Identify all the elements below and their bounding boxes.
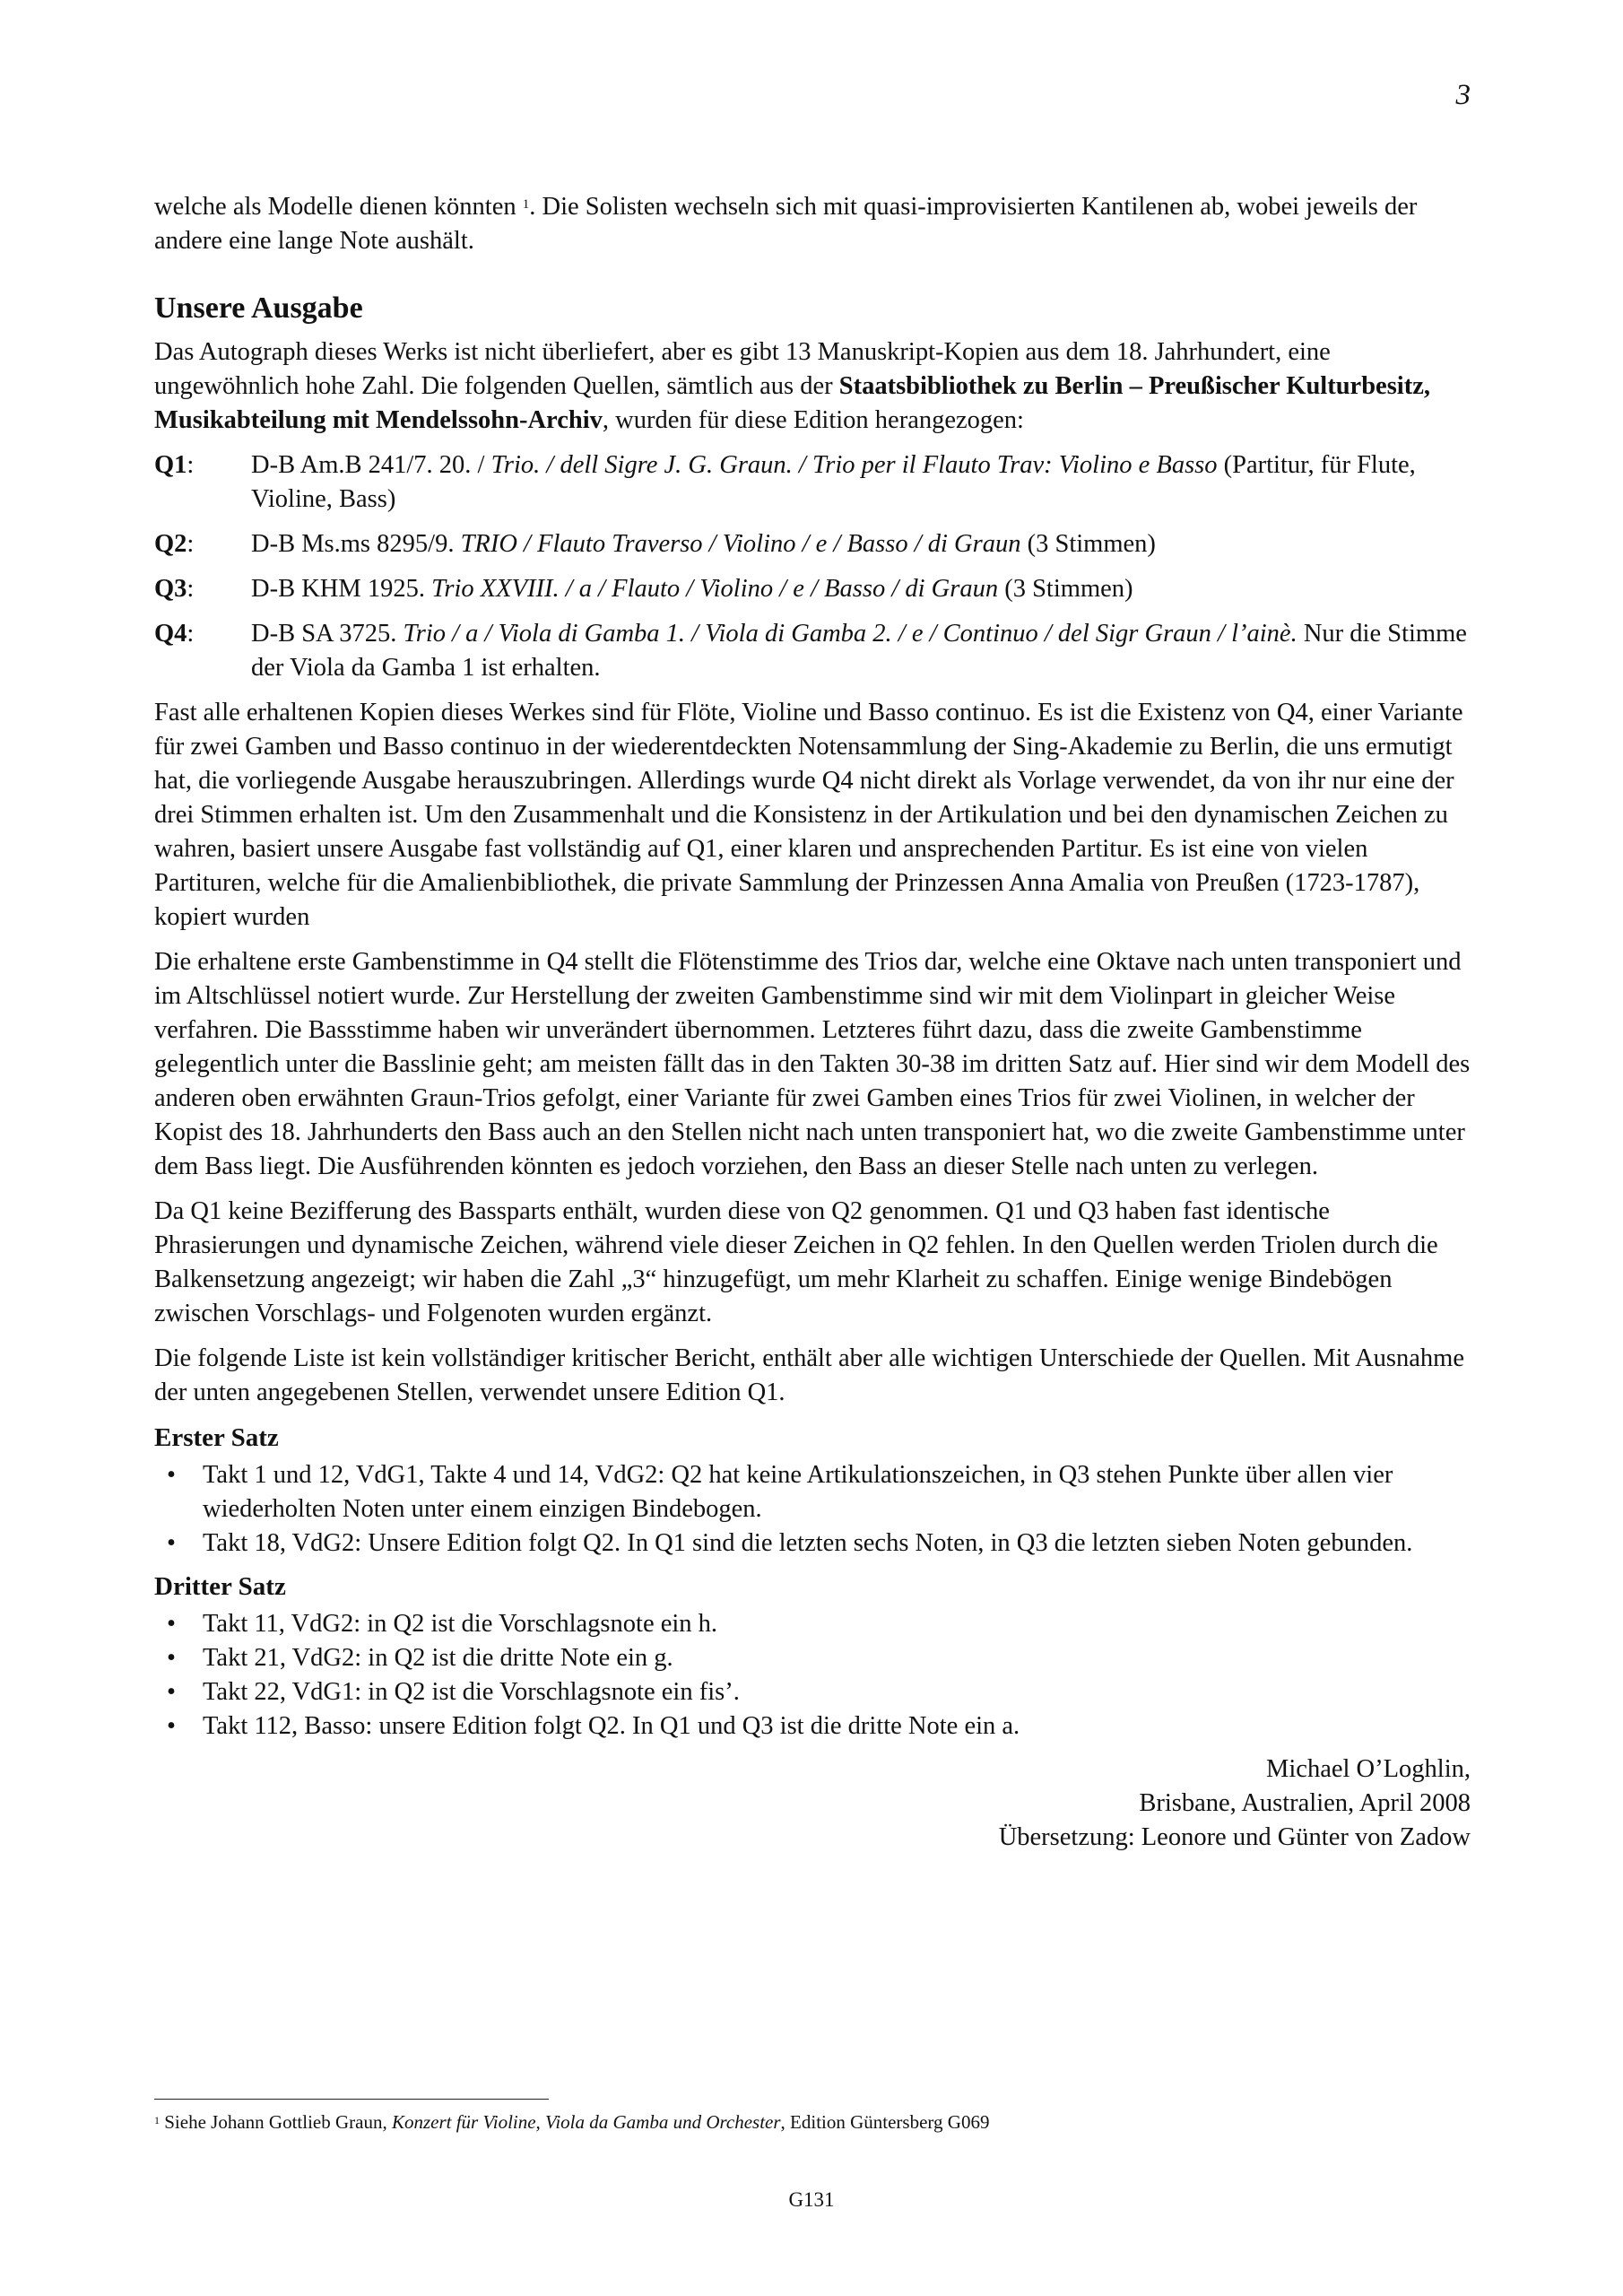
- translation-credit: Übersetzung: Leonore und Günter von Zadow: [998, 1823, 1471, 1851]
- bullet-icon: •: [167, 1644, 176, 1672]
- list-item: [154, 1709, 1471, 1744]
- place-date: Brisbane, Australien, April 2008: [1139, 1789, 1471, 1817]
- footnote-edition: , Edition Güntersberg G069: [780, 2111, 990, 2133]
- source-label: Q4: [154, 620, 187, 648]
- page-body: [154, 190, 1471, 1855]
- source-note: (3 Stimmen): [1020, 530, 1156, 558]
- first-movement-list: [154, 1458, 1471, 1561]
- list-item-text: Takt 112, Basso: unsere Edition folgt Q2. In Q1 und Q3 ist die dritte Note ein a.: [203, 1712, 1020, 1740]
- source-item: [154, 572, 1471, 606]
- footnote-text: Siehe Johann Gottlieb Graun,: [160, 2111, 392, 2133]
- source-note: (3 Stimmen): [998, 575, 1133, 603]
- bullet-icon: •: [167, 1610, 176, 1638]
- list-item: [154, 1675, 1471, 1709]
- source-signature: D-B SA 3725.: [251, 620, 404, 648]
- body-paragraph: Die folgende Liste ist kein vollständiger kritischer Bericht, enthält aber alle wichtigen Unterschiede der Quellen. Mit Ausnahme der unten angegebenen Stellen, verwendet unsere Edition Q1.: [154, 1344, 1464, 1406]
- source-note: (Partitur, für Flute, Violine, Bass): [251, 451, 1416, 513]
- list-item: [154, 1607, 1471, 1641]
- para1-start: Das Autograph dieses Werks ist nicht überliefert, aber es gibt 13 Manuskript-Kopien aus dem 18. Jahrhundert, eine ungewöhnlich hohe Zahl. Die folgenden Quellen, sämtlich aus der: [154, 338, 1331, 400]
- source-item: [154, 527, 1471, 561]
- bullet-icon: •: [167, 1712, 176, 1740]
- signature-block: [154, 1752, 1471, 1855]
- source-title: Trio XXVIII. / a / Flauto / Violino / e / Basso / di Graun: [431, 575, 999, 603]
- source-label-colon: :: [187, 530, 195, 558]
- list-item: [154, 1526, 1471, 1561]
- source-signature: D-B KHM 1925.: [251, 575, 432, 603]
- first-movement-heading: Erster Satz: [154, 1423, 279, 1452]
- source-label: Q2: [154, 530, 187, 558]
- intro-paragraph: [154, 190, 1471, 258]
- source-item: [154, 448, 1471, 517]
- list-item-text: Takt 18, VdG2: Unsere Edition folgt Q2. In Q1 sind die letzten sechs Noten, in Q3 die letzten sieben Noten gebunden.: [203, 1529, 1413, 1557]
- source-label: Q3: [154, 575, 187, 603]
- source-signature: D-B Ms.ms 8295/9.: [251, 530, 461, 558]
- source-title: Trio. / dell Sigre J. G. Graun. / Trio per il Flauto Trav: Violino e Basso: [490, 451, 1218, 479]
- list-item-text: Takt 11, VdG2: in Q2 ist die Vorschlagsnote ein h.: [203, 1610, 718, 1638]
- source-label-colon: :: [187, 620, 195, 648]
- body-paragraph: Die erhaltene erste Gambenstimme in Q4 stellt die Flötenstimme des Trios dar, welche eine Oktave nach unten transponiert und im Altschlüssel notiert wurde. Zur Herstellung der zweiten Gambenstimme sind wir mit dem Violinpart in gleicher Weise verfahren. Die Bassstimme haben wir unverändert übernommen. Letzteres führt dazu, dass die zweite Gambenstimme gelegentlich unter die Basslinie geht; am meisten fällt das in den Takten 30-38 im dritten Satz auf. Hier sind wir dem Modell des anderen oben erwähnten Graun-Trios gefolgt, einer Variante für zwei Gamben eines Trios für zwei Violinen, in welcher der Kopist des 18. Jahrhunderts den Bass auch an den Stellen nicht nach unten transponiert hat, wo die zweite Gambenstimme unter dem Bass liegt. Die Ausführenden könnten es jedoch vorziehen, den Bass an dieser Stelle nach unten zu verlegen.: [154, 948, 1471, 1180]
- para1-end: , wurden für diese Edition herangezogen:: [602, 406, 1024, 434]
- bullet-icon: •: [167, 1529, 176, 1557]
- source-list: [154, 448, 1471, 685]
- footnote-work-title: Konzert für Violine, Viola da Gamba und Orchester: [391, 2111, 781, 2133]
- author-name: Michael O’Loghlin,: [1266, 1755, 1471, 1783]
- source-label-colon: :: [187, 451, 195, 479]
- source-label: Q1: [154, 451, 187, 479]
- footnote-number: 1: [154, 2114, 160, 2126]
- bullet-icon: •: [167, 1461, 176, 1489]
- source-item: [154, 617, 1471, 685]
- source-title: TRIO / Flauto Traverso / Violino / e / Basso / di Graun: [460, 530, 1021, 558]
- source-label-colon: :: [187, 575, 195, 603]
- footnote-divider: [154, 2099, 549, 2100]
- library-name: Staatsbibliothek zu Berlin – Preußischer Kulturbesitz, Musikabteilung mit Mendelssohn-Archiv: [154, 372, 1430, 434]
- body-paragraph: Da Q1 keine Bezifferung des Bassparts enthält, wurden diese von Q2 genommen. Q1 und Q3 haben fast identische Phrasierungen und dynamische Zeichen, während viele dieser Zeichen in Q2 fehlen. In den Quellen werden Triolen durch die Balkensetzung angezeigt; wir haben die Zahl „3“ hinzugefügt, um mehr Klarheit zu schaffen. Einige wenige Bindebögen zwischen Vorschlags- und Folgenoten wurden ergänzt.: [154, 1197, 1438, 1327]
- footnote-reference[interactable]: 1: [522, 197, 530, 212]
- source-signature: D-B Am.B 241/7. 20. /: [251, 451, 491, 479]
- list-item: [154, 1641, 1471, 1675]
- source-title: Trio / a / Viola di Gamba 1. / Viola di Gamba 2. / e / Continuo / del Sigr Graun / l’ainè.: [403, 620, 1298, 648]
- body-paragraph: Fast alle erhaltenen Kopien dieses Werkes sind für Flöte, Violine und Basso continuo. Es ist die Existenz von Q4, einer Variante für zwei Gamben und Basso continuo in der wiederentdeckten Notensammlung der Sing-Akademie zu Berlin, die uns ermutigt hat, die vorliegende Ausgabe herauszubringen. Allerdings wurde Q4 nicht direkt als Vorlage verwendet, da von ihr nur eine der drei Stimmen erhalten ist. Um den Zusammenhalt und die Konsistenz in der Artikulation und bei den dynamischen Zeichen zu wahren, basiert unsere Ausgabe fast vollständig auf Q1, einer klaren und ansprechenden Partitur. Es ist eine von vielen Partituren, welche für die Amalienbibliothek, die private Sammlung der Prinzessen Anna Amalia von Preußen (1723-1787), kopiert wurden: [154, 699, 1463, 931]
- page-number: 3: [1455, 79, 1471, 111]
- source-note: Nur die Stimme der Viola da Gamba 1 ist erhalten.: [251, 620, 1467, 682]
- list-item: [154, 1458, 1471, 1526]
- footer-code: G131: [788, 2188, 835, 2211]
- third-movement-list: [154, 1607, 1471, 1744]
- sources-intro-paragraph: [154, 335, 1471, 438]
- third-movement-heading: Dritter Satz: [154, 1572, 286, 1601]
- list-item-text: Takt 21, VdG2: in Q2 ist die dritte Note ein g.: [203, 1644, 673, 1672]
- section-heading: Unsere Ausgabe: [154, 291, 363, 325]
- list-item-text: Takt 1 und 12, VdG1, Takte 4 und 14, VdG2: Q2 hat keine Artikulationszeichen, in Q3 stehen Punkte über allen vier wiederholten Noten unter einem einzigen Bindebogen.: [203, 1461, 1393, 1523]
- intro-text-continued: . Die Solisten wechseln sich mit quasi-improvisierten Kantilenen ab, wobei jeweils der andere eine lange Note aushält.: [154, 193, 1418, 255]
- bullet-icon: •: [167, 1678, 176, 1706]
- list-item-text: Takt 22, VdG1: in Q2 ist die Vorschlagsnote ein fis’.: [203, 1678, 740, 1706]
- intro-text: welche als Modelle dienen könnten: [154, 193, 523, 221]
- footnote: [154, 2109, 1471, 2135]
